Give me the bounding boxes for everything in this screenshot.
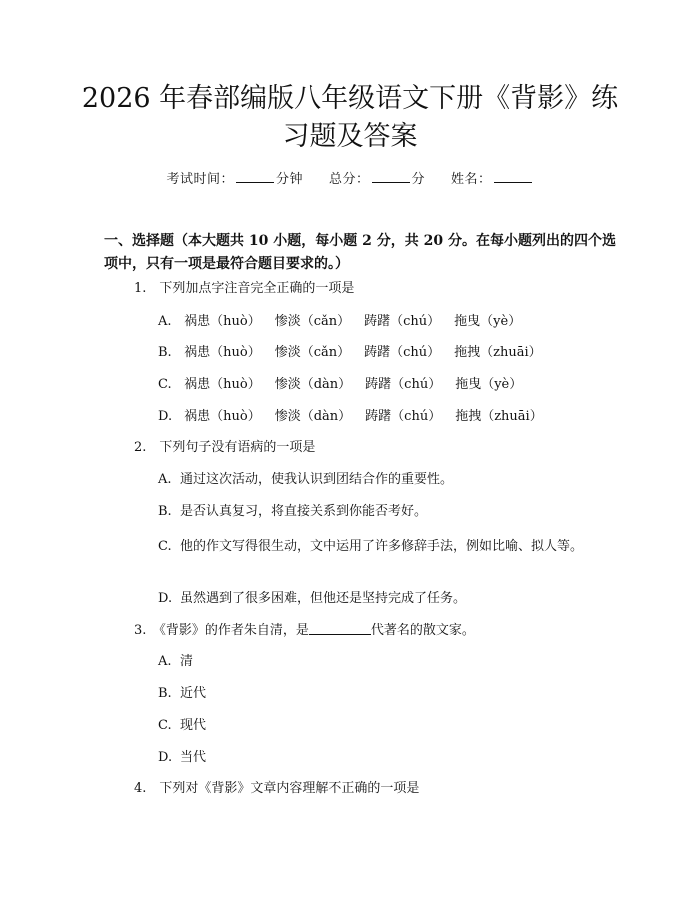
score-blank xyxy=(372,181,410,183)
option-word: 拖拽（zhuāi） xyxy=(455,409,543,424)
option-text: 现代 xyxy=(180,718,207,733)
q3-option-c xyxy=(158,716,206,736)
question-1-stem: 1. 下列加点字注音完全正确的一项是 xyxy=(134,281,355,296)
option-text: 当代 xyxy=(180,750,207,765)
option-word: 惨淡（dàn） xyxy=(274,409,352,424)
time-label: 考试时间： xyxy=(166,172,234,187)
option-letter: C. xyxy=(158,718,172,733)
option-word: 拖曳（yè） xyxy=(455,377,523,392)
q3-option-d xyxy=(158,748,206,768)
option-word: 踌躇（chú） xyxy=(365,409,442,424)
q3-option-b xyxy=(158,684,206,704)
option-letter: D. xyxy=(158,591,173,606)
option-word: 惨淡（cǎn） xyxy=(274,345,351,360)
option-text: 通过这次活动，使我认识到团结合作的重要性。 xyxy=(180,472,454,487)
document-title xyxy=(80,80,620,156)
question-4-stem: 4. 下列对《背影》文章内容理解不正确的一项是 xyxy=(134,781,420,796)
option-word: 拖拽（zhuāi） xyxy=(454,345,542,360)
option-letter: D. xyxy=(158,409,173,424)
option-letter: B. xyxy=(158,345,172,360)
option-word: 惨淡（cǎn） xyxy=(274,314,351,329)
question-2-stem: 2. 下列句子没有语病的一项是 xyxy=(134,440,316,455)
time-blank xyxy=(236,181,274,183)
q1-option-c xyxy=(158,375,522,395)
option-letter: C. xyxy=(158,377,172,392)
option-word: 踌躇（chú） xyxy=(365,377,442,392)
option-word: 祸患（huò） xyxy=(184,314,261,329)
score-label: 总分： xyxy=(328,172,370,187)
option-text: 他的作文写得很生动，文中运用了许多修辞手法，例如比喻、拟人等。 xyxy=(180,539,584,554)
option-word: 惨淡（dàn） xyxy=(274,377,352,392)
option-word: 踌躇（chú） xyxy=(364,314,441,329)
q1-option-a xyxy=(158,312,521,332)
option-letter: B. xyxy=(158,504,172,519)
stem-text: 3. 《背影》的作者朱自清，是 xyxy=(134,623,309,638)
option-text: 近代 xyxy=(180,686,207,701)
q1-option-b xyxy=(158,343,542,363)
title-line-1: 2026 年春部编版八年级语文下册《背影》练 xyxy=(81,83,619,114)
option-letter: A. xyxy=(158,472,172,487)
score-unit: 分 xyxy=(411,172,426,187)
option-letter: C. xyxy=(158,539,172,554)
option-text: 虽然遇到了很多困难，但他还是坚持完成了任务。 xyxy=(180,591,467,606)
option-text: 清 xyxy=(180,654,194,669)
option-word: 祸患（huò） xyxy=(184,345,261,360)
q2-option-d xyxy=(158,589,466,609)
time-unit: 分钟 xyxy=(275,172,303,187)
q2-option-a xyxy=(158,470,453,490)
question-3-stem xyxy=(134,621,475,641)
section-heading: 一、选择题（本大题共 10 小题，每小题 2 分，共 20 分。在每小题列出的四个选项中，只有一项是最符合题目要求的。） xyxy=(104,233,616,272)
title-line-2: 习题及答案 xyxy=(282,121,418,152)
option-word: 踌躇（chú） xyxy=(364,345,441,360)
q2-option-c xyxy=(104,534,584,559)
q1-option-d xyxy=(158,407,543,427)
option-letter: A. xyxy=(158,654,172,669)
q2-option-b xyxy=(158,502,427,522)
option-letter: D. xyxy=(158,750,173,765)
option-word: 拖曳（yè） xyxy=(454,314,522,329)
option-letter: B. xyxy=(158,686,172,701)
stem-text: 代著名的散文家。 xyxy=(370,623,475,638)
option-word: 祸患（huò） xyxy=(184,377,261,392)
option-letter: A. xyxy=(158,314,172,329)
exam-info xyxy=(0,168,700,187)
option-word: 祸患（huò） xyxy=(184,409,261,424)
fill-blank xyxy=(309,622,371,635)
option-text: 是否认真复习，将直接关系到你能否考好。 xyxy=(180,504,428,519)
name-blank xyxy=(494,181,532,183)
name-label: 姓名： xyxy=(451,172,492,187)
q3-option-a xyxy=(158,652,193,672)
